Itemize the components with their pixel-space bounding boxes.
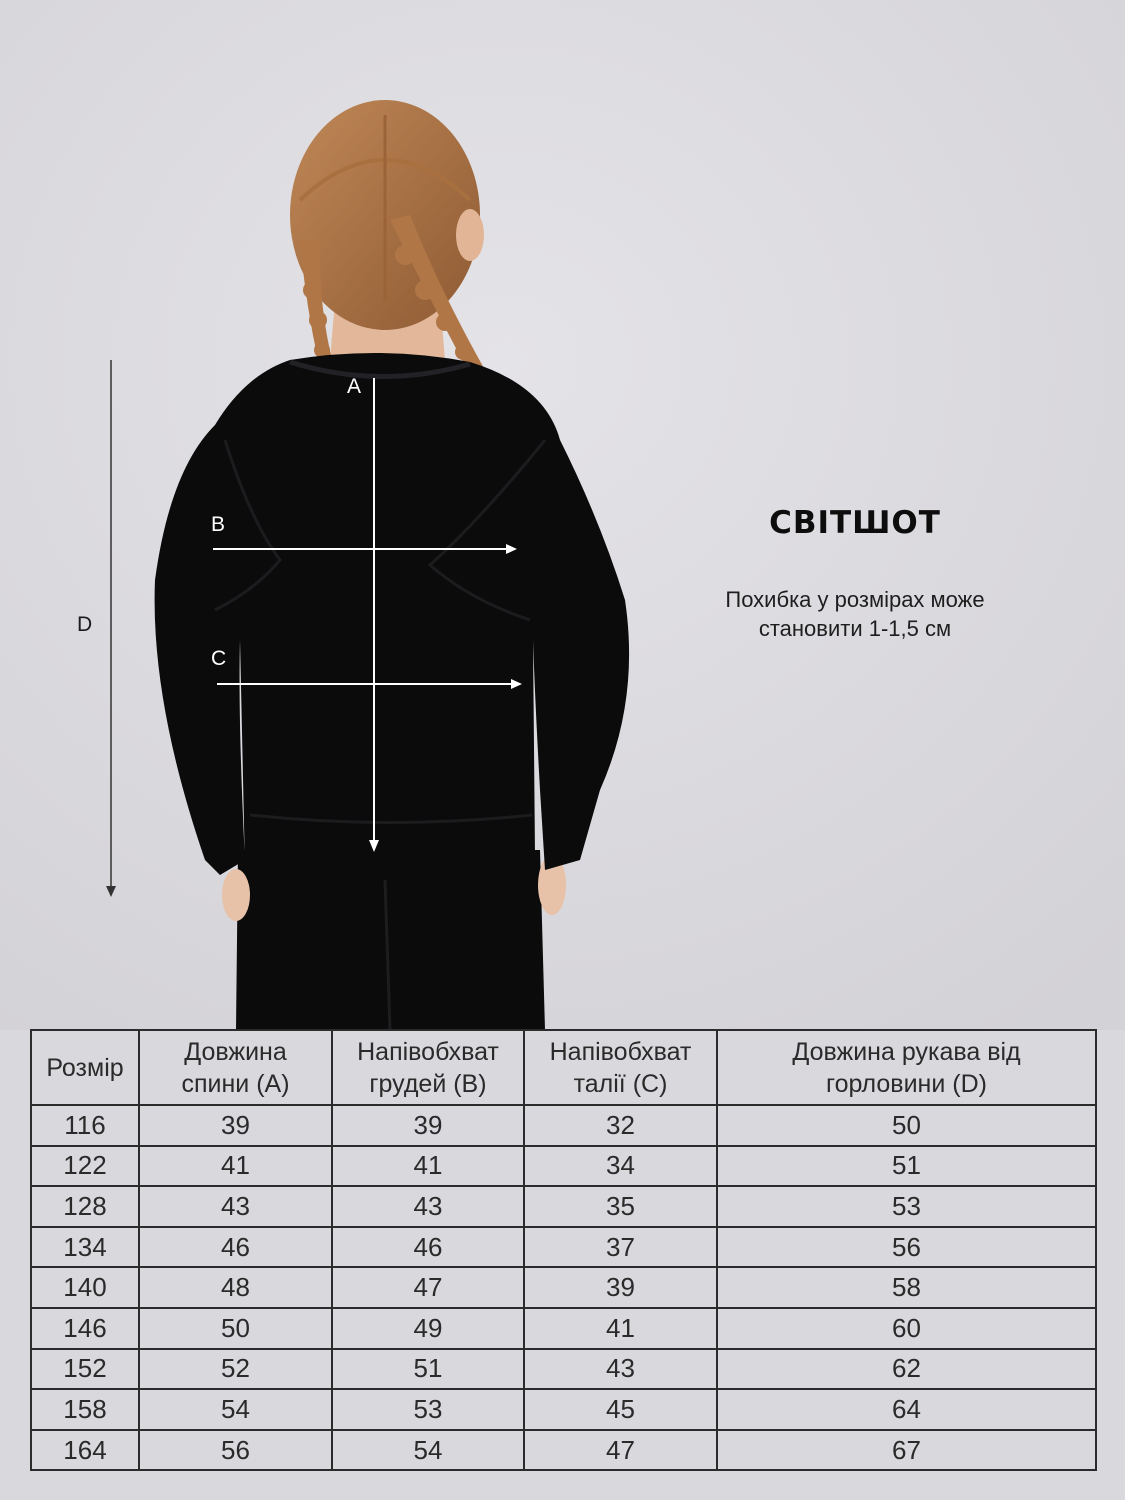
table-row — [31, 1227, 1096, 1268]
table-row — [31, 1349, 1096, 1390]
table-header-row — [31, 1030, 1096, 1105]
measurement-cell: 35 — [524, 1186, 717, 1227]
measurement-cell: 58 — [717, 1267, 1096, 1308]
measurement-cell: 56 — [139, 1430, 332, 1471]
table-row — [31, 1267, 1096, 1308]
label-d: D — [77, 613, 93, 636]
label-c: C — [211, 647, 227, 670]
size-cell: 152 — [31, 1349, 139, 1390]
column-header: Довжина спини (А) — [139, 1030, 332, 1105]
size-cell: 146 — [31, 1308, 139, 1349]
measurement-cell: 41 — [139, 1146, 332, 1187]
measurement-cell: 47 — [332, 1267, 524, 1308]
table-row — [31, 1186, 1096, 1227]
measurement-cell: 50 — [717, 1105, 1096, 1146]
measurement-cell: 64 — [717, 1389, 1096, 1430]
measurement-cell: 50 — [139, 1308, 332, 1349]
measurement-cell: 43 — [139, 1186, 332, 1227]
size-cell: 128 — [31, 1186, 139, 1227]
measurement-cell: 54 — [332, 1430, 524, 1471]
table-row — [31, 1105, 1096, 1146]
size-cell: 122 — [31, 1146, 139, 1187]
measurement-cell: 60 — [717, 1308, 1096, 1349]
measurement-cell: 39 — [139, 1105, 332, 1146]
column-header: Довжина рукава від горловини (D) — [717, 1030, 1096, 1105]
measurement-cell: 39 — [524, 1267, 717, 1308]
measurement-cell: 62 — [717, 1349, 1096, 1390]
measurement-cell: 53 — [332, 1389, 524, 1430]
measurement-cell: 48 — [139, 1267, 332, 1308]
measurement-cell: 46 — [332, 1227, 524, 1268]
measurement-cell: 67 — [717, 1430, 1096, 1471]
measurement-cell: 51 — [717, 1146, 1096, 1187]
column-header: Напівобхват талії (С) — [524, 1030, 717, 1105]
product-title: СВІТШОТ — [769, 505, 941, 541]
table-body — [31, 1105, 1096, 1470]
table-row — [31, 1430, 1096, 1471]
label-a: A — [347, 375, 362, 398]
table-row — [31, 1389, 1096, 1430]
size-cell: 164 — [31, 1430, 139, 1471]
measurement-cell: 49 — [332, 1308, 524, 1349]
column-header: Розмір — [31, 1030, 139, 1105]
size-table — [30, 1029, 1097, 1471]
size-cell: 116 — [31, 1105, 139, 1146]
size-tolerance-note: Похибка у розмірах може становити 1-1,5 см — [725, 587, 985, 641]
size-cell: 158 — [31, 1389, 139, 1430]
measurement-cell: 43 — [524, 1349, 717, 1390]
measurement-cell: 54 — [139, 1389, 332, 1430]
table-row — [31, 1308, 1096, 1349]
measurement-cell: 47 — [524, 1430, 717, 1471]
measurement-cell: 45 — [524, 1389, 717, 1430]
measurement-cell: 52 — [139, 1349, 332, 1390]
pants — [236, 850, 545, 1030]
measurement-cell: 32 — [524, 1105, 717, 1146]
column-header: Напівобхват грудей (В) — [332, 1030, 524, 1105]
measurement-cell: 37 — [524, 1227, 717, 1268]
size-cell: 140 — [31, 1267, 139, 1308]
measurement-cell: 53 — [717, 1186, 1096, 1227]
measurement-cell: 34 — [524, 1146, 717, 1187]
measurement-cell: 56 — [717, 1227, 1096, 1268]
table-row — [31, 1146, 1096, 1187]
measurement-cell: 41 — [524, 1308, 717, 1349]
measurement-cell: 41 — [332, 1146, 524, 1187]
label-b: B — [211, 513, 226, 536]
size-cell: 134 — [31, 1227, 139, 1268]
measurement-cell: 51 — [332, 1349, 524, 1390]
measurement-cell: 43 — [332, 1186, 524, 1227]
measurement-cell: 46 — [139, 1227, 332, 1268]
measurement-cell: 39 — [332, 1105, 524, 1146]
